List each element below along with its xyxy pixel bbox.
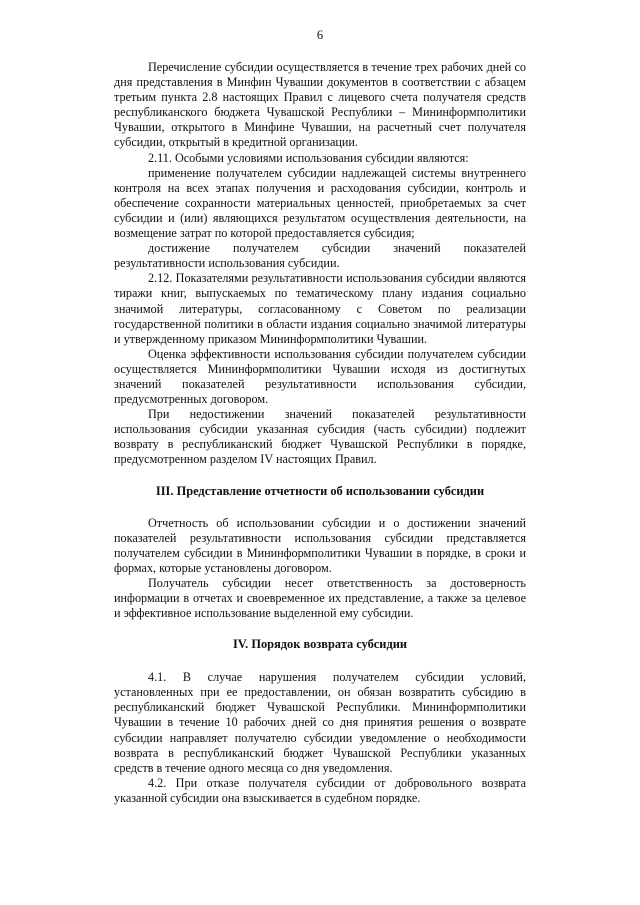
paragraph-4-1: 4.1. В случае нарушения получателем субсидии условий, установленных при ее предоставлении, он обязан возвратить субсидию в республиканский бюджет Чувашской Республики. Мининформполитики Чувашии в течение 10 рабочих дней со дня принятия решения о возврате субсидии направляет получателю субсидии уведомление о необходимости возврата в республиканский бюджет Чувашской Республики указанных средств в течение одного месяца со дня уведомления. [114, 670, 526, 775]
paragraph-4-2: 4.2. При отказе получателя субсидии от добровольного возврата указанной субсидии она взыскивается в судебном порядке. [114, 775, 526, 805]
document-body [114, 60, 526, 806]
paragraph-reporting: Отчетность об использовании субсидии и о достижении значений показателей результативности использования субсидии представляется получателем субсидии в Мининформполитики Чувашии в порядке, в сроки и формах, которые установлены договором. [114, 515, 526, 575]
paragraph-2-12: 2.12. Показателями результативности использования субсидии являются тиражи книг, выпускаемых по тематическому плану издания социально значимой литературы, согласованному с Советом по реализации государственной политики в области издания социально значимой литературы и утвержденному приказом Мининформполитики Чувашии. [114, 271, 526, 346]
section-title-III: III. Представление отчетности об использовании субсидии [155, 483, 485, 498]
paragraph-achievement: достижение получателем субсидии значений показателей результативности использования субсидии. [114, 241, 526, 271]
paragraph-evaluation: Оценка эффективности использования субсидии получателем субсидии осуществляется Мининформполитики Чувашии исходя из достигнутых значений показателей результативности использования субсидии, предусмотренных договором. [114, 346, 526, 407]
page-number: 6 [316, 28, 324, 42]
section-title-IV: IV. Порядок возврата субсидии [232, 637, 407, 652]
paragraph-transfer: Перечисление субсидии осуществляется в течение трех рабочих дней со дня представления в Минфин Чувашии документов в соответствии с абзацем третьим пункта 2.8 настоящих Правил с лицевого счета получателя средств республиканского бюджета Чувашской Республики – Мининформполитики Чувашии, открытого в Минфине Чувашии, на расчетный счет получателя субсидии, открытый в кредитной организации. [114, 60, 526, 150]
paragraph-responsibility: Получатель субсидии несет ответственность за достоверность информации в отчетах и своевременное их представление, а также за целевое и эффективное использование выделенной ему субсидии. [114, 575, 526, 621]
paragraph-non-achievement: При недостижении значений показателей результативности использования субсидии указанная субсидия (часть субсидии) подлежит возврату в республиканский бюджет Чувашской Республики в порядке, предусмотренном разделом IV настоящих Правил. [114, 407, 526, 467]
paragraph-internal-control: применение получателем субсидии надлежащей системы внутреннего контроля на всех этапах получения и расходования субсидии, контроль и обеспечение сохранности материальных ценностей, приобретаемых за счет субсидии и (или) являющихся результатом осуществления деятельности, на возмещение затрат по которой предоставляется субсидия; [114, 165, 526, 241]
paragraph-2-11: 2.11. Особыми условиями использования субсидии являются: [148, 150, 469, 165]
